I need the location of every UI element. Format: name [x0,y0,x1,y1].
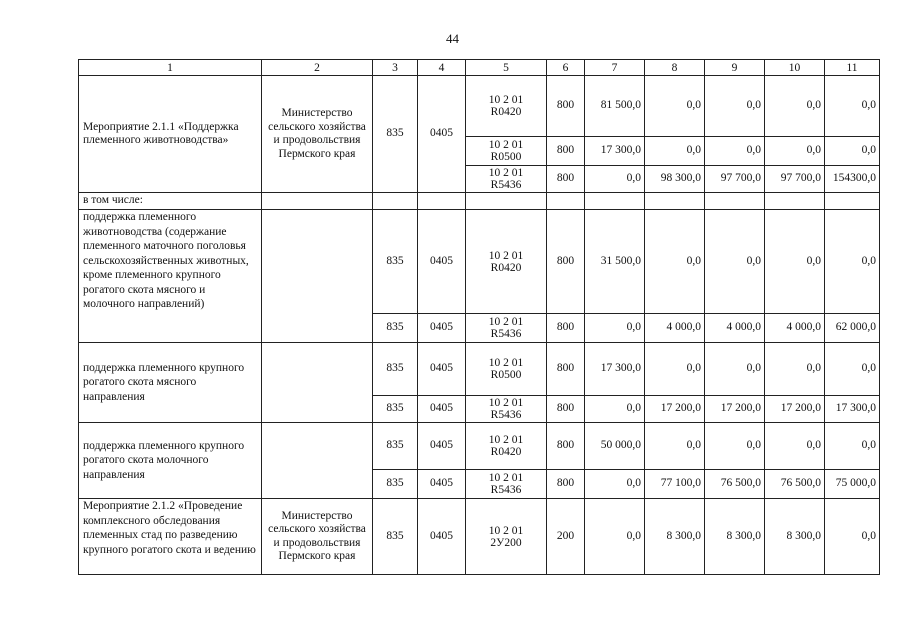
cell-value: 0,0 [585,396,645,423]
cell-value: 0,0 [825,343,880,396]
cell-value: 81 500,0 [585,76,645,137]
code-line: 10 2 01 [488,357,524,369]
cell-col4: 0405 [418,210,466,314]
code-line: R5436 [490,328,522,340]
cell-col4: 0405 [418,499,466,575]
agency-name: Министерство сельского хозяйства и продовольствия Пермского края [262,76,373,193]
code-line: R5436 [490,409,522,421]
cell-value: 77 100,0 [645,470,705,499]
cell-value: 0,0 [765,76,825,137]
cell-value: 0,0 [585,470,645,499]
measure-description: поддержка племенного крупного рогатого скота мясного направления [79,343,262,423]
agency-name [262,210,373,343]
cell-code [466,423,547,470]
cell-value: 97 700,0 [765,166,825,193]
code-line: 2У200 [490,536,522,549]
cell-value: 0,0 [705,137,765,166]
budget-table [78,59,880,575]
cell-col6: 800 [547,76,585,137]
code-line: R5436 [490,179,522,191]
cell-col6: 800 [547,210,585,314]
cell-value: 4 000,0 [645,314,705,343]
cell-value: 98 300,0 [645,166,705,193]
cell-code [466,137,547,166]
cell-value: 0,0 [825,76,880,137]
column-header: 1 [79,60,262,76]
empty-cell [418,193,466,210]
code-line: R0420 [490,106,522,118]
cell-value: 0,0 [645,423,705,470]
empty-cell [466,193,547,210]
cell-value: 0,0 [585,166,645,193]
cell-value: 154300,0 [825,166,880,193]
cell-value: 76 500,0 [765,470,825,499]
cell-col4: 0405 [418,343,466,396]
agency-name [262,423,373,499]
cell-code [466,343,547,396]
cell-col6: 800 [547,137,585,166]
cell-col6: 800 [547,314,585,343]
cell-col4: 0405 [418,396,466,423]
cell-value: 0,0 [765,137,825,166]
cell-col4: 0405 [418,470,466,499]
code-line: 10 2 01 [488,249,524,262]
agency-name: Министерство сельского хозяйства и продовольствия Пермского края [262,499,373,575]
cell-col3: 835 [373,76,418,193]
cell-col3: 835 [373,210,418,314]
code-line: 10 2 01 [488,524,524,537]
empty-cell [262,193,373,210]
code-line: R0500 [490,151,522,163]
measure-description: поддержка племенного животноводства (содержание племенного маточного поголовья сельскохозяйственных животных, кроме племенного крупного рогатого скота мясного и молочного направлений) [79,210,262,343]
cell-col3: 835 [373,470,418,499]
measure-description: Мероприятие 2.1.1 «Поддержка племенного животноводства» [79,76,262,193]
cell-value: 8 300,0 [705,499,765,575]
cell-value: 0,0 [585,314,645,343]
cell-col6: 800 [547,396,585,423]
cell-value: 17 300,0 [585,343,645,396]
empty-cell [765,193,825,210]
cell-value: 4 000,0 [705,314,765,343]
column-header: 6 [547,60,585,76]
cell-value: 0,0 [705,423,765,470]
column-header: 4 [418,60,466,76]
column-header: 7 [585,60,645,76]
code-line: R0420 [490,261,522,274]
column-header: 9 [705,60,765,76]
table-row [79,499,880,575]
cell-value: 0,0 [765,423,825,470]
cell-code [466,499,547,575]
code-line: 10 2 01 [488,94,524,106]
cell-col6: 800 [547,343,585,396]
cell-value: 17 200,0 [765,396,825,423]
cell-value: 0,0 [645,343,705,396]
column-header: 11 [825,60,880,76]
cell-value: 17 300,0 [585,137,645,166]
column-header: 5 [466,60,547,76]
code-line: 10 2 01 [488,397,524,409]
code-line: R0420 [490,446,522,458]
cell-code [466,314,547,343]
column-header: 8 [645,60,705,76]
cell-col4: 0405 [418,314,466,343]
cell-col3: 835 [373,396,418,423]
empty-cell [373,193,418,210]
agency-name [262,343,373,423]
cell-col6: 800 [547,470,585,499]
code-line: 10 2 01 [488,434,524,446]
code-line: 10 2 01 [488,316,524,328]
cell-value: 31 500,0 [585,210,645,314]
column-header: 2 [262,60,373,76]
code-line: R0500 [490,369,522,381]
cell-value: 0,0 [645,76,705,137]
cell-value: 0,0 [765,210,825,314]
cell-value: 17 300,0 [825,396,880,423]
table-row [79,193,880,210]
table-row [79,76,880,137]
header-row [79,60,880,76]
cell-col4: 0405 [418,423,466,470]
cell-col4: 0405 [418,76,466,193]
cell-value: 0,0 [705,343,765,396]
cell-value: 0,0 [585,499,645,575]
cell-value: 76 500,0 [705,470,765,499]
cell-value: 0,0 [645,210,705,314]
table-row [79,210,880,314]
code-line: 10 2 01 [488,167,524,179]
page-number: 44 [446,31,459,46]
cell-code [466,210,547,314]
table-row [79,343,880,396]
code-line: 10 2 01 [488,472,524,484]
cell-code [466,76,547,137]
subheading-label: в том числе: [79,193,262,210]
cell-value: 0,0 [825,210,880,314]
cell-col6: 800 [547,166,585,193]
table-row [79,423,880,470]
cell-value: 8 300,0 [645,499,705,575]
cell-col3: 835 [373,343,418,396]
cell-col6: 200 [547,499,585,575]
cell-value: 0,0 [825,137,880,166]
measure-description: поддержка племенного крупного рогатого скота молочного направления [79,423,262,499]
empty-cell [585,193,645,210]
code-line: 10 2 01 [488,139,524,151]
cell-value: 0,0 [825,499,880,575]
cell-value: 17 200,0 [645,396,705,423]
empty-cell [645,193,705,210]
cell-value: 0,0 [765,343,825,396]
cell-col3: 835 [373,423,418,470]
empty-cell [547,193,585,210]
cell-col3: 835 [373,499,418,575]
cell-value: 62 000,0 [825,314,880,343]
cell-value: 0,0 [825,423,880,470]
cell-value: 50 000,0 [585,423,645,470]
measure-description: Мероприятие 2.1.2 «Проведение комплексного обследования племенных стад по разведению крупного рогатого скота и ведению [79,499,262,575]
cell-value: 4 000,0 [765,314,825,343]
cell-code [466,166,547,193]
cell-value: 0,0 [645,137,705,166]
cell-value: 0,0 [705,210,765,314]
cell-value: 17 200,0 [705,396,765,423]
code-line: R5436 [490,484,522,496]
cell-value: 8 300,0 [765,499,825,575]
column-header: 3 [373,60,418,76]
cell-code [466,470,547,499]
cell-value: 75 000,0 [825,470,880,499]
column-header: 10 [765,60,825,76]
cell-col3: 835 [373,314,418,343]
cell-col6: 800 [547,423,585,470]
empty-cell [825,193,880,210]
empty-cell [705,193,765,210]
cell-code [466,396,547,423]
cell-value: 0,0 [705,76,765,137]
cell-value: 97 700,0 [705,166,765,193]
